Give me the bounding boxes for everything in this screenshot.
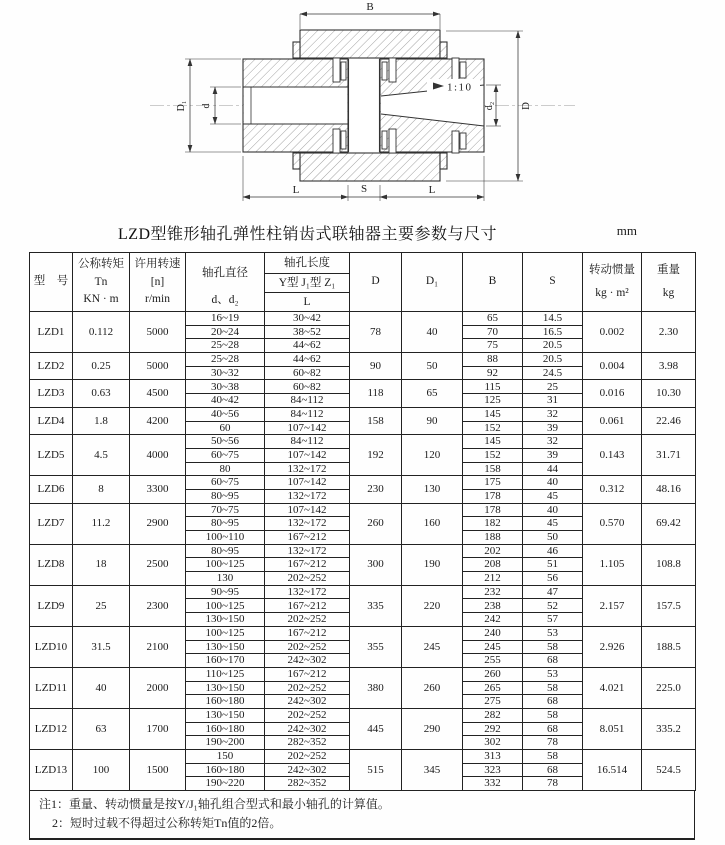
inertia-cell: 0.002 — [583, 312, 642, 353]
bore-diameter-cell: 80~95 — [186, 517, 265, 531]
S-cell: 39 — [523, 448, 583, 462]
S-cell: 25 — [523, 380, 583, 394]
S-cell: 32 — [523, 407, 583, 421]
S-cell: 68 — [523, 722, 583, 736]
footnotes — [29, 791, 695, 840]
model-cell: LZD6 — [30, 476, 73, 503]
bore-diameter-cell: 110~125 — [186, 667, 265, 681]
footnote-1: 注1：重量、转动惯量是按Y/J₁轴孔组合型式和最小轴孔的计算值。 — [39, 797, 390, 812]
inertia-cell: 8.051 — [583, 708, 642, 749]
torque-cell: 8 — [73, 476, 130, 503]
bore-length-cell: 202~252 — [265, 708, 350, 722]
table-body — [30, 312, 696, 791]
gear-sleeve-top — [293, 30, 447, 58]
D-cell: 192 — [350, 435, 402, 476]
table-header-row — [30, 253, 696, 312]
dim-label-D1: D₁ — [176, 100, 187, 112]
bore-length-cell: 202~252 — [265, 681, 350, 695]
D-cell: 260 — [350, 503, 402, 544]
bore-length-cell: 84~112 — [265, 435, 350, 449]
S-cell: 47 — [523, 585, 583, 599]
model-cell: LZD9 — [30, 585, 73, 626]
bore-length-cell: 132~172 — [265, 462, 350, 476]
bore-diameter-cell: 80~95 — [186, 489, 265, 503]
bore-length-cell: 107~142 — [265, 448, 350, 462]
model-cell: LZD4 — [30, 407, 73, 434]
torque-cell: 4.5 — [73, 435, 130, 476]
torque-cell: 18 — [73, 544, 130, 585]
dim-label-d: d — [201, 103, 212, 109]
weight-cell: 2.30 — [642, 312, 696, 353]
inertia-cell: 2.926 — [583, 626, 642, 667]
header-D1: D₁ — [402, 253, 463, 312]
D-cell: 335 — [350, 585, 402, 626]
header-bore-length — [265, 253, 350, 312]
D-cell: 78 — [350, 312, 402, 353]
B-cell: 178 — [463, 489, 523, 503]
bore-length-cell: 44~62 — [265, 353, 350, 367]
S-cell: 56 — [523, 572, 583, 586]
inertia-cell: 2.157 — [583, 585, 642, 626]
speed-cell: 1700 — [130, 708, 186, 749]
speed-cell: 2000 — [130, 667, 186, 708]
dim-label-D: D — [520, 102, 532, 110]
weight-cell: 188.5 — [642, 626, 696, 667]
D-cell: 158 — [350, 407, 402, 434]
header-speed-unit: r/min — [145, 293, 170, 306]
bore-length-cell: 242~302 — [265, 695, 350, 709]
unit-label: mm — [616, 223, 637, 238]
S-cell: 78 — [523, 777, 583, 791]
speed-cell: 4000 — [130, 435, 186, 476]
bore-length-cell: 242~302 — [265, 722, 350, 736]
model-cell: LZD5 — [30, 435, 73, 476]
B-cell: 158 — [463, 462, 523, 476]
table-row — [30, 503, 696, 517]
bore-diameter-cell: 40~56 — [186, 407, 265, 421]
bore-length-cell: 38~52 — [265, 325, 350, 339]
model-cell: LZD10 — [30, 626, 73, 667]
inertia-cell: 1.105 — [583, 544, 642, 585]
torque-cell: 0.25 — [73, 353, 130, 380]
bore-length-cell: 167~212 — [265, 558, 350, 572]
speed-cell: 3300 — [130, 476, 186, 503]
D1-cell: 190 — [402, 544, 463, 585]
inertia-cell: 0.312 — [583, 476, 642, 503]
header-length-cn: 轴孔长度 — [265, 253, 349, 274]
header-inertia-cn: 转动惯量 — [589, 263, 635, 276]
B-cell: 70 — [463, 325, 523, 339]
bore-length-cell: 107~142 — [265, 503, 350, 517]
header-torque-sym: Tn — [94, 275, 108, 288]
torque-cell: 100 — [73, 750, 130, 791]
B-cell: 152 — [463, 421, 523, 435]
weight-cell: 3.98 — [642, 353, 696, 380]
S-cell: 78 — [523, 736, 583, 750]
speed-cell: 2900 — [130, 503, 186, 544]
bore-diameter-cell: 80~95 — [186, 544, 265, 558]
bore-diameter-cell: 100~125 — [186, 558, 265, 572]
bore-diameter-cell: 190~200 — [186, 736, 265, 750]
D1-cell: 130 — [402, 476, 463, 503]
inertia-cell: 0.061 — [583, 407, 642, 434]
taper-callout — [427, 79, 480, 94]
torque-cell: 0.112 — [73, 312, 130, 353]
model-cell: LZD2 — [30, 353, 73, 380]
D-cell: 380 — [350, 667, 402, 708]
header-inertia-unit: kg · m² — [595, 287, 629, 300]
speed-cell: 1500 — [130, 750, 186, 791]
weight-cell: 157.5 — [642, 585, 696, 626]
weight-cell: 22.46 — [642, 407, 696, 434]
D-cell: 118 — [350, 380, 402, 407]
bore-length-cell: 132~172 — [265, 489, 350, 503]
torque-cell: 11.2 — [73, 503, 130, 544]
S-cell: 58 — [523, 750, 583, 764]
D-cell: 300 — [350, 544, 402, 585]
weight-cell: 225.0 — [642, 667, 696, 708]
S-cell: 46 — [523, 544, 583, 558]
B-cell: 323 — [463, 763, 523, 777]
bore-diameter-cell: 100~125 — [186, 626, 265, 640]
bore-length-cell: 44~62 — [265, 339, 350, 353]
model-cell: LZD7 — [30, 503, 73, 544]
bore-length-cell: 107~142 — [265, 476, 350, 490]
B-cell: 292 — [463, 722, 523, 736]
weight-cell: 10.30 — [642, 380, 696, 407]
D1-cell: 160 — [402, 503, 463, 544]
B-cell: 282 — [463, 708, 523, 722]
S-cell: 32 — [523, 435, 583, 449]
bore-length-cell: 242~302 — [265, 763, 350, 777]
bore-length-cell: 282~352 — [265, 777, 350, 791]
header-B: B — [463, 253, 523, 312]
B-cell: 212 — [463, 572, 523, 586]
bore-diameter-cell: 25~28 — [186, 353, 265, 367]
bore-diameter-cell: 130~150 — [186, 708, 265, 722]
bore-diameter-cell: 30~32 — [186, 366, 265, 380]
model-cell: LZD3 — [30, 380, 73, 407]
D-cell: 230 — [350, 476, 402, 503]
bore-diameter-cell: 40~42 — [186, 394, 265, 408]
D-cell: 515 — [350, 750, 402, 791]
header-bore-diameter — [186, 253, 265, 312]
header-inertia — [583, 253, 642, 312]
bore-length-cell: 282~352 — [265, 736, 350, 750]
bore-length-cell: 84~112 — [265, 394, 350, 408]
bore-length-cell: 84~112 — [265, 407, 350, 421]
parameters-table — [29, 252, 696, 791]
torque-cell: 25 — [73, 585, 130, 626]
S-cell: 31 — [523, 394, 583, 408]
table-row — [30, 353, 696, 367]
table-row — [30, 585, 696, 599]
B-cell: 145 — [463, 435, 523, 449]
model-cell: LZD13 — [30, 750, 73, 791]
S-cell: 58 — [523, 681, 583, 695]
B-cell: 145 — [463, 407, 523, 421]
header-speed — [130, 253, 186, 312]
bore-diameter-cell: 16~19 — [186, 312, 265, 326]
S-cell: 51 — [523, 558, 583, 572]
torque-cell: 40 — [73, 667, 130, 708]
S-cell: 58 — [523, 640, 583, 654]
header-length-types: Y型 J₁型 Z₁ — [265, 274, 349, 293]
D1-cell: 220 — [402, 585, 463, 626]
dim-label-L-left: L — [292, 184, 300, 196]
bore-length-cell: 242~302 — [265, 654, 350, 668]
B-cell: 65 — [463, 312, 523, 326]
S-cell: 58 — [523, 708, 583, 722]
S-cell: 52 — [523, 599, 583, 613]
B-cell: 125 — [463, 394, 523, 408]
D1-cell: 65 — [402, 380, 463, 407]
S-cell: 57 — [523, 613, 583, 627]
table-wrap — [29, 252, 696, 840]
S-cell: 20.5 — [523, 353, 583, 367]
weight-cell: 69.42 — [642, 503, 696, 544]
bore-length-cell: 167~212 — [265, 626, 350, 640]
title-row — [0, 221, 725, 247]
D-cell: 445 — [350, 708, 402, 749]
bore-length-cell: 60~82 — [265, 366, 350, 380]
S-cell: 40 — [523, 476, 583, 490]
bore-diameter-cell: 100~125 — [186, 599, 265, 613]
bore-length-cell: 167~212 — [265, 667, 350, 681]
speed-cell: 2300 — [130, 585, 186, 626]
bore-diameter-cell: 50~56 — [186, 435, 265, 449]
torque-cell: 63 — [73, 708, 130, 749]
bore-length-cell: 60~82 — [265, 380, 350, 394]
D1-cell: 90 — [402, 407, 463, 434]
S-cell: 53 — [523, 626, 583, 640]
B-cell: 115 — [463, 380, 523, 394]
B-cell: 152 — [463, 448, 523, 462]
table-row — [30, 407, 696, 421]
table-row — [30, 667, 696, 681]
header-S: S — [523, 253, 583, 312]
D1-cell: 345 — [402, 750, 463, 791]
bore-diameter-cell: 60 — [186, 421, 265, 435]
B-cell: 255 — [463, 654, 523, 668]
inertia-cell: 4.021 — [583, 667, 642, 708]
B-cell: 182 — [463, 517, 523, 531]
header-D: D — [350, 253, 402, 312]
S-cell: 45 — [523, 517, 583, 531]
table-row — [30, 312, 696, 326]
speed-cell: 2500 — [130, 544, 186, 585]
D1-cell: 290 — [402, 708, 463, 749]
B-cell: 240 — [463, 626, 523, 640]
inertia-cell: 0.143 — [583, 435, 642, 476]
speed-cell: 5000 — [130, 312, 186, 353]
weight-cell: 524.5 — [642, 750, 696, 791]
S-cell: 20.5 — [523, 339, 583, 353]
S-cell: 45 — [523, 489, 583, 503]
bore-diameter-cell: 160~180 — [186, 722, 265, 736]
torque-cell: 1.8 — [73, 407, 130, 434]
bore-diameter-cell: 90~95 — [186, 585, 265, 599]
bore-diameter-cell: 100~110 — [186, 531, 265, 545]
bore-length-cell: 202~252 — [265, 750, 350, 764]
bore-diameter-cell: 20~24 — [186, 325, 265, 339]
bore-diameter-cell: 130~150 — [186, 681, 265, 695]
bore-length-cell: 167~212 — [265, 599, 350, 613]
bore-length-cell: 132~172 — [265, 585, 350, 599]
header-weight-unit: kg — [662, 287, 675, 300]
center-spacer — [349, 59, 380, 152]
B-cell: 88 — [463, 353, 523, 367]
weight-cell: 108.8 — [642, 544, 696, 585]
drawing-area — [0, 0, 725, 215]
B-cell: 313 — [463, 750, 523, 764]
bore-diameter-cell: 130~150 — [186, 640, 265, 654]
B-cell: 178 — [463, 503, 523, 517]
taper-label: 1:10 — [447, 81, 473, 94]
D-cell: 90 — [350, 353, 402, 380]
weight-cell: 335.2 — [642, 708, 696, 749]
B-cell: 260 — [463, 667, 523, 681]
bore-diameter-cell: 150 — [186, 750, 265, 764]
bore-diameter-cell: 60~75 — [186, 476, 265, 490]
bore-length-cell: 132~172 — [265, 544, 350, 558]
header-torque-unit: KN · m — [83, 293, 119, 306]
bore-diameter-cell: 25~28 — [186, 339, 265, 353]
B-cell: 75 — [463, 339, 523, 353]
bore-length-cell: 167~212 — [265, 531, 350, 545]
inertia-cell: 0.016 — [583, 380, 642, 407]
bore-diameter-cell: 60~75 — [186, 448, 265, 462]
S-cell: 68 — [523, 763, 583, 777]
gear-sleeve-bottom — [293, 153, 447, 181]
speed-cell: 4500 — [130, 380, 186, 407]
bore-diameter-cell: 130 — [186, 572, 265, 586]
D1-cell: 260 — [402, 667, 463, 708]
S-cell: 68 — [523, 695, 583, 709]
dim-label-B: B — [366, 1, 374, 13]
bore-diameter-cell: 70~75 — [186, 503, 265, 517]
B-cell: 238 — [463, 599, 523, 613]
bore-diameter-cell: 80 — [186, 462, 265, 476]
weight-cell: 31.71 — [642, 435, 696, 476]
header-bore-sym: d、d₂ — [211, 293, 239, 306]
header-torque — [73, 253, 130, 312]
B-cell: 202 — [463, 544, 523, 558]
table-row — [30, 708, 696, 722]
D1-cell: 50 — [402, 353, 463, 380]
model-cell: LZD11 — [30, 667, 73, 708]
B-cell: 242 — [463, 613, 523, 627]
bore-diameter-cell: 160~170 — [186, 654, 265, 668]
bore-length-cell: 202~252 — [265, 572, 350, 586]
B-cell: 208 — [463, 558, 523, 572]
bore-diameter-cell: 160~180 — [186, 695, 265, 709]
header-length-sym: L — [303, 296, 311, 308]
page-title: LZD型锥形轴孔弹性柱销齿式联轴器主要参数与尺寸 — [117, 226, 498, 243]
speed-cell: 4200 — [130, 407, 186, 434]
bore-length-cell: 30~42 — [265, 312, 350, 326]
technical-drawing — [0, 0, 725, 215]
header-bore-cn: 轴孔直径 — [202, 266, 248, 279]
S-cell: 68 — [523, 654, 583, 668]
bore-diameter-cell: 190~220 — [186, 777, 265, 791]
B-cell: 332 — [463, 777, 523, 791]
model-cell: LZD1 — [30, 312, 73, 353]
B-cell: 265 — [463, 681, 523, 695]
D1-cell: 40 — [402, 312, 463, 353]
torque-cell: 31.5 — [73, 626, 130, 667]
left-hub — [243, 59, 348, 152]
S-cell: 50 — [523, 531, 583, 545]
header-speed-sym: [n] — [150, 275, 165, 288]
D1-cell: 245 — [402, 626, 463, 667]
weight-cell: 48.16 — [642, 476, 696, 503]
S-cell: 53 — [523, 667, 583, 681]
speed-cell: 2100 — [130, 626, 186, 667]
table-row — [30, 476, 696, 490]
header-weight-cn: 重量 — [657, 263, 680, 276]
table-row — [30, 544, 696, 558]
speed-cell: 5000 — [130, 353, 186, 380]
header-weight — [642, 253, 696, 312]
S-cell: 39 — [523, 421, 583, 435]
table-row — [30, 626, 696, 640]
bore-diameter-cell: 130~150 — [186, 613, 265, 627]
bore-length-cell: 202~252 — [265, 613, 350, 627]
bore-diameter-cell: 30~38 — [186, 380, 265, 394]
dim-label-L-right: L — [428, 184, 436, 196]
header-model: 型 号 — [30, 253, 73, 312]
model-cell: LZD8 — [30, 544, 73, 585]
bore-length-cell: 132~172 — [265, 517, 350, 531]
model-cell: LZD12 — [30, 708, 73, 749]
D-cell: 355 — [350, 626, 402, 667]
table-row — [30, 380, 696, 394]
D1-cell: 120 — [402, 435, 463, 476]
table-row — [30, 435, 696, 449]
S-cell: 24.5 — [523, 366, 583, 380]
S-cell: 14.5 — [523, 312, 583, 326]
B-cell: 188 — [463, 531, 523, 545]
B-cell: 232 — [463, 585, 523, 599]
table-row — [30, 750, 696, 764]
footnote-2: 2：短时过载不得超过公称转矩Tn值的2倍。 — [52, 815, 282, 830]
dim-label-d2: d₂ — [484, 101, 495, 111]
B-cell: 92 — [463, 366, 523, 380]
S-cell: 44 — [523, 462, 583, 476]
dim-label-S: S — [360, 183, 368, 195]
inertia-cell: 16.514 — [583, 750, 642, 791]
S-cell: 16.5 — [523, 325, 583, 339]
B-cell: 245 — [463, 640, 523, 654]
dimension-B — [300, 14, 440, 29]
header-torque-cn: 公称转矩 — [78, 258, 124, 271]
header-speed-cn: 许用转速 — [134, 258, 181, 271]
B-cell: 275 — [463, 695, 523, 709]
bore-diameter-cell: 160~180 — [186, 763, 265, 777]
B-cell: 175 — [463, 476, 523, 490]
bore-length-cell: 202~252 — [265, 640, 350, 654]
bore-length-cell: 107~142 — [265, 421, 350, 435]
S-cell: 40 — [523, 503, 583, 517]
inertia-cell: 0.004 — [583, 353, 642, 380]
B-cell: 302 — [463, 736, 523, 750]
torque-cell: 0.63 — [73, 380, 130, 407]
inertia-cell: 0.570 — [583, 503, 642, 544]
